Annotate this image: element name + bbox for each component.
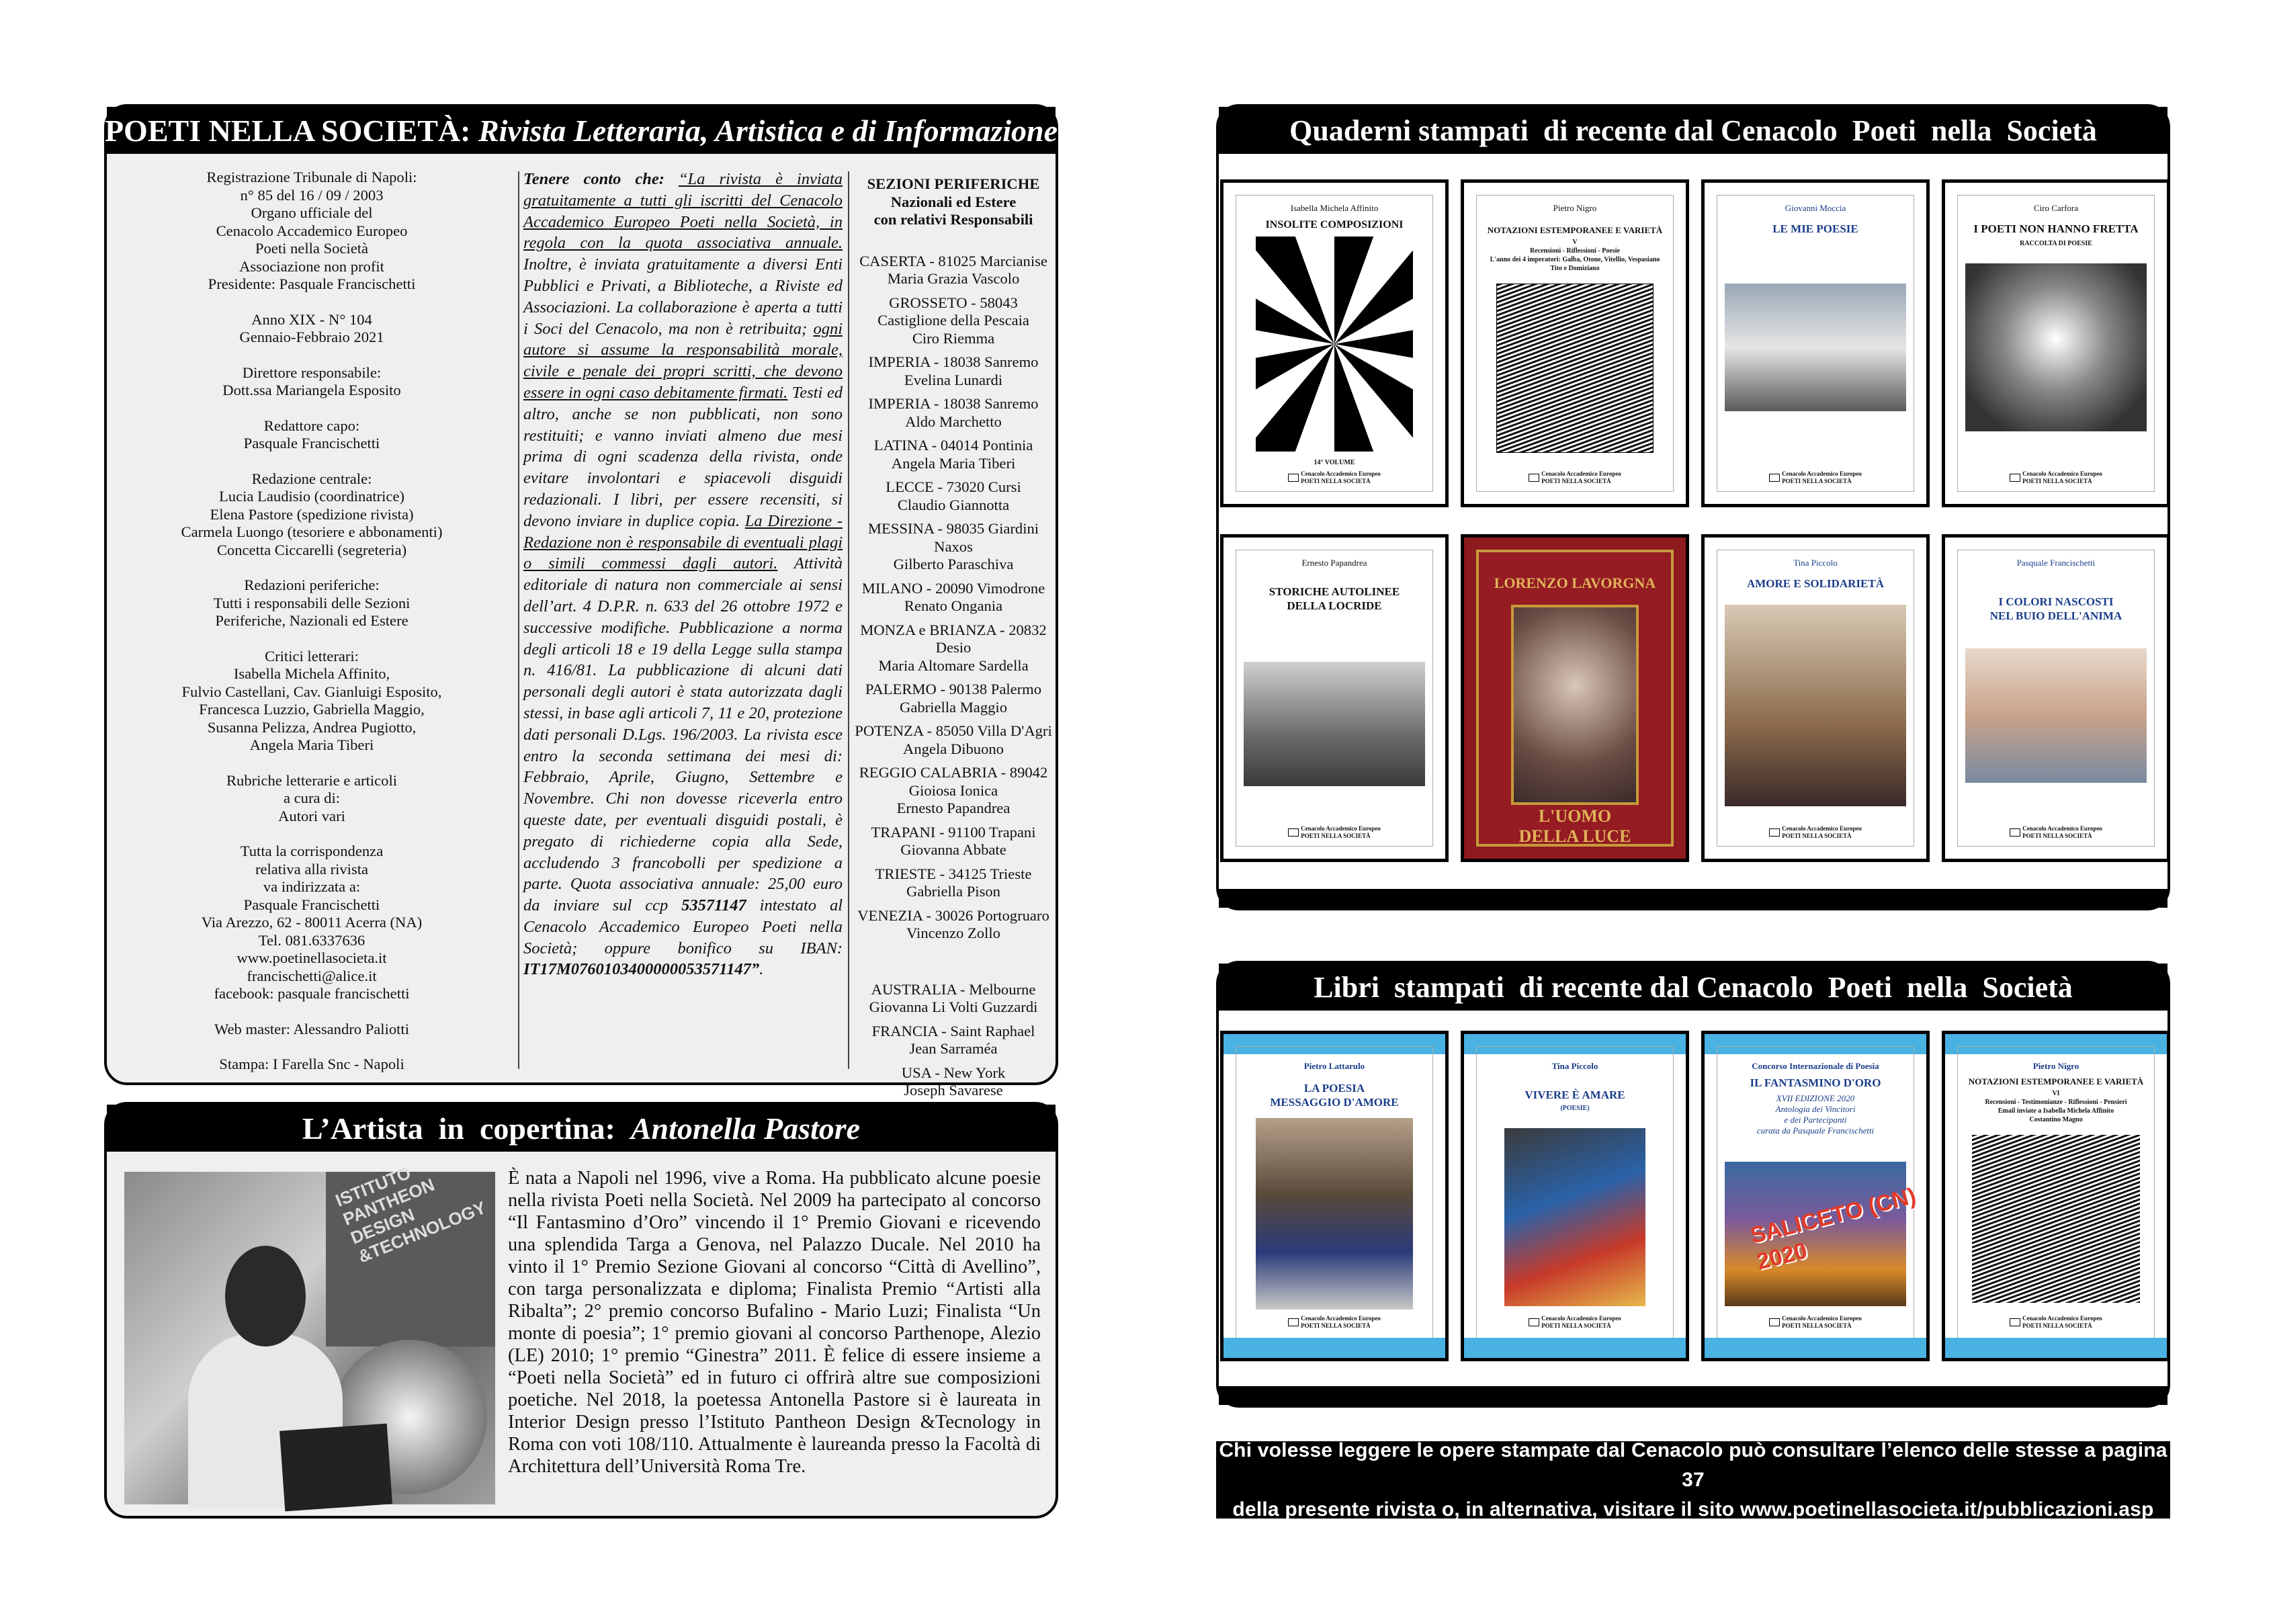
logo-line: Cenacolo Accademico Europeo bbox=[1782, 470, 1862, 477]
quaderni-cover bbox=[1701, 534, 1930, 862]
section-entry-line: PALERMO - 90138 Palermo bbox=[865, 681, 1042, 697]
sections-title-line: Nazionali ed Estere bbox=[890, 193, 1017, 210]
director-info bbox=[114, 364, 510, 400]
logo-line: Cenacolo Accademico Europeo bbox=[1301, 825, 1381, 832]
notice-plagiarism-underlined: La Direzione - Redazione non è responsabile di eventuali plagi o simili commessi dagli autori. bbox=[523, 511, 843, 573]
libri-footer-bar bbox=[1219, 1386, 2167, 1405]
quaderni-cover bbox=[1220, 179, 1449, 507]
logo-line: Cenacolo Accademico Europeo bbox=[1541, 470, 1621, 477]
cover-author: Ciro Carfora bbox=[2033, 203, 2079, 213]
artist-title-plain: L’Artista in copertina: bbox=[302, 1111, 615, 1146]
cover-author: Pasquale Francischetti bbox=[2016, 558, 2096, 568]
section-entry bbox=[853, 478, 1054, 514]
cover-picture bbox=[1511, 605, 1639, 805]
issue-info bbox=[114, 311, 510, 347]
logo-text bbox=[1782, 470, 1862, 485]
logo-text bbox=[1301, 470, 1381, 485]
logo-line: POETI NELLA SOCIETÀ bbox=[1541, 478, 1611, 484]
mail-info-line: relativa alla rivista bbox=[255, 860, 369, 878]
spacer bbox=[114, 755, 510, 772]
logo-mark-icon bbox=[1288, 474, 1299, 482]
cover-picture bbox=[1256, 1118, 1413, 1310]
artist-panel bbox=[104, 1102, 1058, 1519]
artist-name: Antonella Pastore bbox=[630, 1111, 861, 1146]
quaderni-cover bbox=[1220, 534, 1449, 862]
logo-line: POETI NELLA SOCIETÀ bbox=[2022, 832, 2092, 839]
section-entry-line: Angela Maria Tiberi bbox=[891, 454, 1016, 472]
section-entry bbox=[853, 580, 1054, 615]
registration-info-line: Cenacolo Accademico Europeo bbox=[216, 222, 408, 239]
foreign-section-line: Giovanna Li Volti Guzzardi bbox=[869, 998, 1038, 1015]
cover-publisher-logo bbox=[1224, 825, 1445, 840]
foreign-section-entry bbox=[853, 1064, 1054, 1100]
critics-info bbox=[114, 648, 510, 755]
libri-title: Libri stampati di recente dal Cenacolo Poeti nella Società bbox=[1219, 964, 2167, 1011]
section-entry-line: Ciro Riemma bbox=[912, 329, 995, 347]
cover-author: Giovanni Moccia bbox=[1785, 203, 1846, 213]
mail-info-line: www.poetinellasocieta.it bbox=[237, 949, 387, 966]
notice-text-2: Testi ed altro, anche se non pubblicati, non sono restituiti; e vanno inviati almeno due mesi prima di ogni scadenza della rivista, onde evitare involontari e spiacevoli disguidi redazionali. I libri, per essere recensiti, si devono inviare in duplice copia. bbox=[523, 383, 843, 530]
logo-line: POETI NELLA SOCIETÀ bbox=[1541, 1322, 1611, 1329]
sections-title-line: SEZIONI PERIFERICHE bbox=[867, 175, 1040, 192]
section-entry-line: IMPERIA - 18038 Sanremo bbox=[868, 395, 1039, 412]
masthead-title bbox=[104, 107, 1058, 154]
cover-author: LORENZO LAVORGNA bbox=[1494, 574, 1656, 591]
cover-picture bbox=[1725, 1162, 1919, 1306]
section-entry-line: Giovanna Abbate bbox=[900, 841, 1006, 858]
issue-info-line: Gennaio-Febbraio 2021 bbox=[239, 329, 384, 345]
column-divider bbox=[848, 171, 849, 1069]
notice-line-1: Chi volesse leggere le opere stampate dal Cenacolo può consultare l’elenco delle stesse a pagina 37 bbox=[1219, 1439, 2167, 1491]
section-entry-line: MILANO - 20090 Vimodrone bbox=[861, 579, 1045, 597]
logo-text bbox=[1541, 470, 1621, 485]
logo-line: Cenacolo Accademico Europeo bbox=[1541, 1315, 1621, 1322]
print-info: Stampa: I Farella Snc - Napoli bbox=[219, 1056, 404, 1072]
mail-info-line: Pasquale Francischetti bbox=[243, 896, 380, 913]
cover-title: I POETI NON HANNO FRETTA bbox=[1973, 222, 2139, 235]
artist-title bbox=[107, 1105, 1056, 1152]
critics-info-line: Angela Maria Tiberi bbox=[249, 736, 374, 753]
section-entry-line: Maria Altomare Sardella bbox=[878, 656, 1029, 674]
peripheral-office-info-line: Redazioni periferiche: bbox=[244, 576, 380, 593]
cover-title: L'UOMO DELLA LUCE bbox=[1518, 806, 1631, 846]
spacer bbox=[853, 943, 1054, 975]
section-entry-line: Gabriella Maggio bbox=[900, 698, 1007, 716]
libri-panel bbox=[1216, 961, 2170, 1408]
photo-diploma bbox=[280, 1424, 392, 1512]
cover-title: LE MIE POESIE bbox=[1772, 222, 1858, 235]
cover-picture bbox=[1972, 1135, 2140, 1303]
cover-author: Tina Piccolo bbox=[1793, 558, 1838, 568]
spacer bbox=[114, 400, 510, 417]
central-office-info-line: Concetta Ciccarelli (segreteria) bbox=[216, 541, 407, 558]
section-entry bbox=[853, 622, 1054, 675]
spacer bbox=[114, 347, 510, 364]
cover-picture bbox=[1725, 605, 1906, 806]
section-entry-line: GROSSETO - 58043 Castiglione della Pescaia bbox=[877, 294, 1029, 329]
section-entry-line: REGGIO CALABRIA - 89042 Gioiosa Ionica bbox=[859, 764, 1048, 799]
cover-publisher-logo bbox=[1945, 470, 2167, 485]
section-entry bbox=[853, 395, 1054, 431]
cover-publisher-logo bbox=[1705, 1315, 1926, 1330]
spacer bbox=[114, 1038, 510, 1056]
foreign-section-line: Jean Sarraméa bbox=[909, 1040, 998, 1057]
mail-info bbox=[114, 843, 510, 1003]
cover-author: Pietro Nigro bbox=[1553, 203, 1597, 213]
registration-info-line: Organo ufficiale del bbox=[251, 204, 373, 221]
logo-text bbox=[2022, 825, 2102, 840]
cover-publisher-logo bbox=[1464, 470, 1686, 485]
spacer bbox=[114, 1003, 510, 1021]
cover-subtitle: 14° VOLUME bbox=[1314, 459, 1355, 466]
quaderni-panel bbox=[1216, 104, 2170, 910]
sections-column bbox=[853, 169, 1054, 1099]
foreign-section-line: Joseph Savarese bbox=[904, 1082, 1003, 1099]
mail-info-line: Tel. 081.6337636 bbox=[258, 931, 366, 949]
section-entry-line: Gabriella Pison bbox=[906, 883, 1000, 900]
logo-text bbox=[1301, 825, 1381, 840]
cover-author: Ernesto Papandrea bbox=[1301, 558, 1367, 568]
libri-cover bbox=[1461, 1031, 1689, 1361]
artist-biography: È nata a Napoli nel 1996, vive a Roma. Ha pubblicato alcune poesie nella rivista Poeti nella Società. Nel 2009 ha partecipato al concorso “Il Fantasmino d’Oro” vincendo il 1° Premio Giovani e ricevendo una splendida Targa a Genova, nel Palazzo Ducale. Nel 2010 ha vinto il 1° Premio Sezione Giovani al concorso “Città di Avellino”, con targa personalizzata e diploma; Finalista Premio “Artisti alla Ribalta”; 2° premio concorso Bufalino - Mario Luzi; Finalista “Un monte di poesia”; 1° premio giovani al concorso Parthenope, Alezio (LE) 2010; 1° premio “Ginestra” 2011. È felice di essere insieme a “Poeti nella Società” ed in futuro ci offrirà altre sue composizioni poetiche. Nel 2018, la poetessa Antonella Pastore si è laureata in Interior Design presso l’Istituto Pantheon Design &Tecnology in Roma con voti 108/110. Attualmente è laureanda presso la Facoltà di Architettura dell’Università Roma Tre. bbox=[508, 1168, 1041, 1477]
column-divider bbox=[518, 171, 519, 1069]
cover-publisher-logo bbox=[1224, 470, 1445, 485]
logo-line: Cenacolo Accademico Europeo bbox=[1301, 1315, 1381, 1322]
section-entry bbox=[853, 253, 1054, 288]
logo-line: Cenacolo Accademico Europeo bbox=[1782, 825, 1862, 832]
logo-text bbox=[1301, 1315, 1381, 1330]
logo-line: POETI NELLA SOCIETÀ bbox=[1301, 478, 1371, 484]
cover-publisher-logo bbox=[1464, 1315, 1686, 1330]
logo-line: POETI NELLA SOCIETÀ bbox=[1301, 1322, 1371, 1329]
editor-info bbox=[114, 417, 510, 453]
logo-line: Cenacolo Accademico Europeo bbox=[1301, 470, 1381, 477]
libri-cover bbox=[1942, 1031, 2170, 1361]
logo-mark-icon bbox=[1529, 1318, 1539, 1326]
spacer bbox=[114, 294, 510, 311]
logo-mark-icon bbox=[2010, 1318, 2020, 1326]
cover-picture bbox=[1244, 662, 1425, 786]
webmaster-info: Web master: Alessandro Paliotti bbox=[214, 1020, 409, 1037]
logo-line: POETI NELLA SOCIETÀ bbox=[1782, 1322, 1852, 1329]
cover-author: Pietro Nigro bbox=[2032, 1061, 2079, 1071]
critics-info-line: Francesca Luzzio, Gabriella Maggio, bbox=[199, 701, 425, 718]
libri-cover bbox=[1220, 1031, 1449, 1361]
logo-mark-icon bbox=[1769, 1318, 1780, 1326]
masthead-notice-column bbox=[523, 169, 843, 1069]
logo-text bbox=[1541, 1315, 1621, 1330]
registration-info-line: Associazione non profit bbox=[239, 257, 384, 275]
cover-title: IL FANTASMINO D'ORO bbox=[1750, 1076, 1881, 1089]
central-office-info-line: Elena Pastore (spedizione rivista) bbox=[210, 505, 414, 523]
section-entry-line: IMPERIA - 18038 Sanremo bbox=[868, 353, 1039, 370]
logo-mark-icon bbox=[2010, 474, 2020, 482]
cover-subtitle: VI Recensioni - Testimonianze - Riflessioni - Pensieri Email inviate a Isabella Michela Affinito Costantino Magno bbox=[1985, 1090, 2127, 1123]
cover-picture bbox=[1504, 1128, 1645, 1306]
peripheral-office-info-line: Periferiche, Nazionali ed Estere bbox=[215, 612, 409, 629]
quaderni-cover bbox=[1942, 534, 2170, 862]
registration-info-line: Poeti nella Società bbox=[255, 240, 369, 257]
notice-quote-underlined: “La rivista è inviata gratuitamente a tutti gli iscritti del Cenacolo Accademico Europeo Poeti nella Società, in regola con la quota associativa annuale. bbox=[523, 170, 843, 253]
critics-info-line: Isabella Michela Affinito, bbox=[233, 665, 390, 682]
section-entry-line: VENEZIA - 30026 Portogruaro bbox=[857, 906, 1049, 924]
section-entry-line: Evelina Lunardi bbox=[904, 371, 1003, 388]
issue-info-line: Anno XIX - N° 104 bbox=[251, 310, 372, 328]
cover-title: STORICHE AUTOLINEE DELLA LOCRIDE bbox=[1269, 585, 1400, 612]
logo-line: POETI NELLA SOCIETÀ bbox=[2022, 1322, 2092, 1329]
cover-title: AMORE E SOLIDARIETÀ bbox=[1746, 577, 1885, 590]
libri-cover bbox=[1701, 1031, 1930, 1361]
logo-text bbox=[1782, 1315, 1862, 1330]
masthead-title-bold: POETI NELLA SOCIETÀ: bbox=[104, 113, 471, 148]
cover-overlay-text: SALICETO (CN) 2020 bbox=[1748, 1183, 1919, 1275]
cover-subtitle: XVII EDIZIONE 2020 Antologia dei Vincitori e dei Partecipanti curata da Pasquale Francischetti bbox=[1756, 1093, 1875, 1136]
sections-title bbox=[853, 175, 1054, 229]
cover-title: NOTAZIONI ESTEMPORANEE E VARIETÀ bbox=[1487, 225, 1663, 235]
columns-info bbox=[114, 772, 510, 826]
quaderni-cover bbox=[1942, 179, 2170, 507]
editor-info-line: Redattore capo: bbox=[263, 417, 360, 434]
logo-line: POETI NELLA SOCIETÀ bbox=[1782, 832, 1852, 839]
masthead-title-italic: Rivista Letteraria, Artistica e di Informazione bbox=[478, 113, 1058, 148]
photo-wall-text: ISTITUTO PANTHEON DESIGN &TECHNOLOGY bbox=[333, 1162, 489, 1267]
columns-info-line: a cura di: bbox=[283, 789, 341, 806]
notice-lead: Tenere conto che: bbox=[523, 170, 664, 188]
columns-info-line: Autori vari bbox=[278, 807, 345, 824]
cover-author: Pietro Lattarulo bbox=[1303, 1061, 1365, 1071]
cover-publisher-logo bbox=[1705, 470, 1926, 485]
photo-head bbox=[225, 1246, 306, 1347]
logo-line: Cenacolo Accademico Europeo bbox=[2022, 1315, 2102, 1322]
quaderni-cover bbox=[1461, 534, 1689, 862]
mail-info-line: Via Arezzo, 62 - 80011 Acerra (NA) bbox=[201, 914, 423, 931]
logo-line: Cenacolo Accademico Europeo bbox=[2022, 825, 2102, 832]
cover-picture bbox=[1256, 237, 1413, 452]
logo-line: POETI NELLA SOCIETÀ bbox=[1301, 832, 1371, 839]
sections-title-line: con relativi Responsabili bbox=[873, 211, 1033, 228]
mail-info-line: francischetti@alice.it bbox=[247, 967, 377, 984]
cover-publisher-logo bbox=[1705, 825, 1926, 840]
section-entry-line: Maria Grazia Vascolo bbox=[887, 270, 1020, 287]
peripheral-office-info bbox=[114, 576, 510, 630]
section-entry-line: Ernesto Papandrea bbox=[896, 800, 1011, 816]
cover-title: INSOLITE COMPOSIZIONI bbox=[1265, 219, 1404, 230]
section-entry-line: MESSINA - 98035 Giardini Naxos bbox=[867, 520, 1039, 555]
cover-title: LA POESIA MESSAGGIO D'AMORE bbox=[1270, 1082, 1399, 1109]
logo-line: POETI NELLA SOCIETÀ bbox=[2022, 478, 2092, 484]
cover-author: Tina Piccolo bbox=[1551, 1061, 1598, 1071]
mail-info-line: facebook: pasquale francischetti bbox=[214, 985, 410, 1002]
cover-publisher-logo bbox=[1945, 825, 2167, 840]
section-entry-line: Angela Dibuono bbox=[903, 740, 1004, 757]
quaderni-cover bbox=[1701, 179, 1930, 507]
central-office-info-line: Redazione centrale: bbox=[251, 470, 372, 487]
section-entry-line: LATINA - 04014 Pontinia bbox=[873, 437, 1033, 454]
registration-info-line: n° 85 del 16 / 09 / 2003 bbox=[240, 186, 384, 204]
logo-mark-icon bbox=[1769, 828, 1780, 837]
section-entry bbox=[853, 437, 1054, 472]
central-office-info-line: Lucia Laudisio (coordinatrice) bbox=[218, 488, 405, 505]
foreign-section-line: FRANCIA - Saint Raphael bbox=[871, 1022, 1035, 1039]
cover-picture bbox=[1965, 263, 2147, 431]
section-entry-line: Renato Ongania bbox=[904, 597, 1003, 614]
masthead-credits-column bbox=[114, 169, 510, 1072]
mail-info-line: va indirizzata a: bbox=[263, 878, 361, 895]
section-entry-line: Vincenzo Zollo bbox=[906, 925, 1000, 941]
notice-text-3: Attività editoriale di natura non commerciale ai sensi dell’art. 4 D.P.R. n. 633 del 26 ottobre 1972 e successive modifiche. Pubblicazione a norma degli articoli 18 e 19 della Legge sulla stampa n. 416/81. La pubblicazione di alcuni dati personali degli autori è stata autorizzata dagli stessi, in base agli articoli 7, 11 e 20, protezione dati personali D.Lgs. 196/2003. La rivista esce entro la seconda settimana dei mesi di: Febbraio, Aprile, Giugno, Settembre e Novembre. Chi non dovesse riceverla entro queste date, per eventuali disguidi postali, è pregato di richiederne copia alla Sede, accludendo 3 francobolli per spedizione a parte. Quota associativa annuale: 25,00 euro da inviare sul ccp bbox=[523, 554, 843, 915]
notice-end: . bbox=[759, 960, 764, 979]
director-info-line: Direttore responsabile: bbox=[242, 364, 382, 381]
quaderni-title: Quaderni stampati di recente dal Cenacolo Poeti nella Società bbox=[1219, 107, 2167, 154]
section-entry-line: MONZA e BRIANZA - 20832 Desio bbox=[860, 621, 1047, 656]
section-entry-line: Claudio Giannotta bbox=[897, 496, 1010, 513]
foreign-section-line: AUSTRALIA - Melbourne bbox=[871, 980, 1036, 998]
section-entry bbox=[853, 865, 1054, 901]
spacer bbox=[114, 453, 510, 470]
central-office-info bbox=[114, 470, 510, 560]
mail-info-line: Tutta la corrispondenza bbox=[240, 843, 384, 859]
cover-publisher-logo bbox=[1224, 1315, 1445, 1330]
director-info-line: Dott.ssa Mariangela Esposito bbox=[222, 382, 401, 398]
logo-text bbox=[2022, 1315, 2102, 1330]
registration-info bbox=[114, 169, 510, 294]
section-entry bbox=[853, 353, 1054, 389]
masthead-panel bbox=[104, 104, 1058, 1099]
editor-info-line: Pasquale Francischetti bbox=[243, 435, 380, 452]
logo-text bbox=[2022, 470, 2102, 485]
section-entry-line: TRAPANI - 91100 Trapani bbox=[871, 823, 1036, 841]
logo-line: POETI NELLA SOCIETÀ bbox=[1782, 478, 1852, 484]
section-entry bbox=[853, 764, 1054, 818]
notice-iban: IT17M0760103400000053571147” bbox=[523, 960, 760, 979]
section-entry-line: POTENZA - 85050 Villa D'Agri bbox=[855, 722, 1052, 739]
central-office-info-line: Carmela Luongo (tesoriere e abbonamenti) bbox=[181, 523, 443, 540]
logo-mark-icon bbox=[1288, 1318, 1299, 1326]
critics-info-line: Fulvio Castellani, Cav. Gianluigi Esposito, bbox=[181, 683, 442, 700]
section-entry bbox=[853, 681, 1054, 716]
section-entry-line: Aldo Marchetto bbox=[905, 413, 1002, 430]
logo-mark-icon bbox=[1288, 828, 1299, 837]
publications-notice bbox=[1216, 1441, 2170, 1519]
section-entry-line: Gilberto Paraschiva bbox=[893, 556, 1014, 572]
logo-line: Cenacolo Accademico Europeo bbox=[2022, 470, 2102, 477]
cover-author: Concorso Internazionale di Poesia bbox=[1752, 1061, 1879, 1071]
foreign-section-entry bbox=[853, 1023, 1054, 1058]
section-entry-line: CASERTA - 81025 Marcianise bbox=[859, 252, 1047, 269]
spacer bbox=[114, 825, 510, 843]
notice-responsibility-underlined: ogni autore si assume la responsabilità morale, civile e penale dei propri scritti, che devono essere in ogni caso debitamente firmati. bbox=[523, 319, 843, 402]
peripheral-office-info-line: Tutti i responsabili delle Sezioni bbox=[213, 594, 411, 611]
quaderni-cover bbox=[1461, 179, 1689, 507]
cover-subtitle: RACCOLTA DI POESIE bbox=[2020, 240, 2092, 247]
registration-info-line: Presidente: Pasquale Francischetti bbox=[208, 275, 416, 292]
foreign-section-line: USA - New York bbox=[901, 1064, 1006, 1081]
spacer bbox=[853, 229, 1054, 247]
critics-info-line: Critici letterari: bbox=[265, 647, 359, 665]
section-entry-line: TRIESTE - 34125 Trieste bbox=[875, 865, 1032, 882]
notice-line-2: della presente rivista o, in alternativa, visitare il sito www.poetinellasocieta.it/pubblicazioni.asp bbox=[1232, 1498, 2154, 1521]
section-entry bbox=[853, 907, 1054, 943]
cover-picture bbox=[1725, 284, 1906, 411]
notice-ccp: 53571147 bbox=[681, 896, 746, 915]
section-entry-line: LECCE - 73020 Cursi bbox=[886, 478, 1021, 495]
notice-text-4: intestato al Cenacolo Accademico Europeo Poeti nella Società; oppure bonifico su IBAN: bbox=[523, 896, 843, 957]
section-entry bbox=[853, 824, 1054, 859]
cover-title: I COLORI NASCOSTI NEL BUIO DELL'ANIMA bbox=[1989, 595, 2122, 622]
logo-mark-icon bbox=[2010, 828, 2020, 837]
cover-title: VIVERE È AMARE bbox=[1525, 1088, 1625, 1101]
registration-info-line: Registrazione Tribunale di Napoli: bbox=[206, 169, 417, 185]
section-entry bbox=[853, 520, 1054, 574]
logo-mark-icon bbox=[1529, 474, 1539, 482]
foreign-section-entry bbox=[853, 981, 1054, 1017]
section-entry bbox=[853, 722, 1054, 758]
cover-publisher-logo bbox=[1945, 1315, 2167, 1330]
cover-picture bbox=[1496, 284, 1654, 453]
section-entry bbox=[853, 294, 1054, 348]
logo-text bbox=[1782, 825, 1862, 840]
logo-line: Cenacolo Accademico Europeo bbox=[1782, 1315, 1862, 1322]
logo-mark-icon bbox=[1769, 474, 1780, 482]
quaderni-footer-bar bbox=[1219, 889, 2167, 908]
notice-text-1: Inoltre, è inviata gratuitamente a diversi Enti Pubblici e Privati, a Biblioteche, a Riviste ed Associazioni. La collaborazione è aperta a tutti i Soci del Cenacolo, ma non è retribuita; bbox=[523, 255, 843, 338]
cover-subtitle: V Recensioni - Riflessioni - Poesie L'anno dei 4 imperatori: Galba, Otone, Vitellio, Vespasiano Tito e Domiziano bbox=[1490, 239, 1660, 272]
cover-picture bbox=[1965, 648, 2147, 783]
cover-title: NOTAZIONI ESTEMPORANEE E VARIETÀ bbox=[1968, 1076, 2144, 1086]
spacer bbox=[114, 559, 510, 576]
spacer bbox=[114, 630, 510, 648]
critics-info-line: Susanna Pelizza, Andrea Pugiotto, bbox=[207, 718, 417, 736]
columns-info-line: Rubriche letterarie e articoli bbox=[226, 771, 398, 789]
artist-photo bbox=[124, 1162, 495, 1504]
cover-author: Isabella Michela Affinito bbox=[1290, 203, 1379, 213]
cover-subtitle: (POESIE) bbox=[1560, 1105, 1590, 1112]
